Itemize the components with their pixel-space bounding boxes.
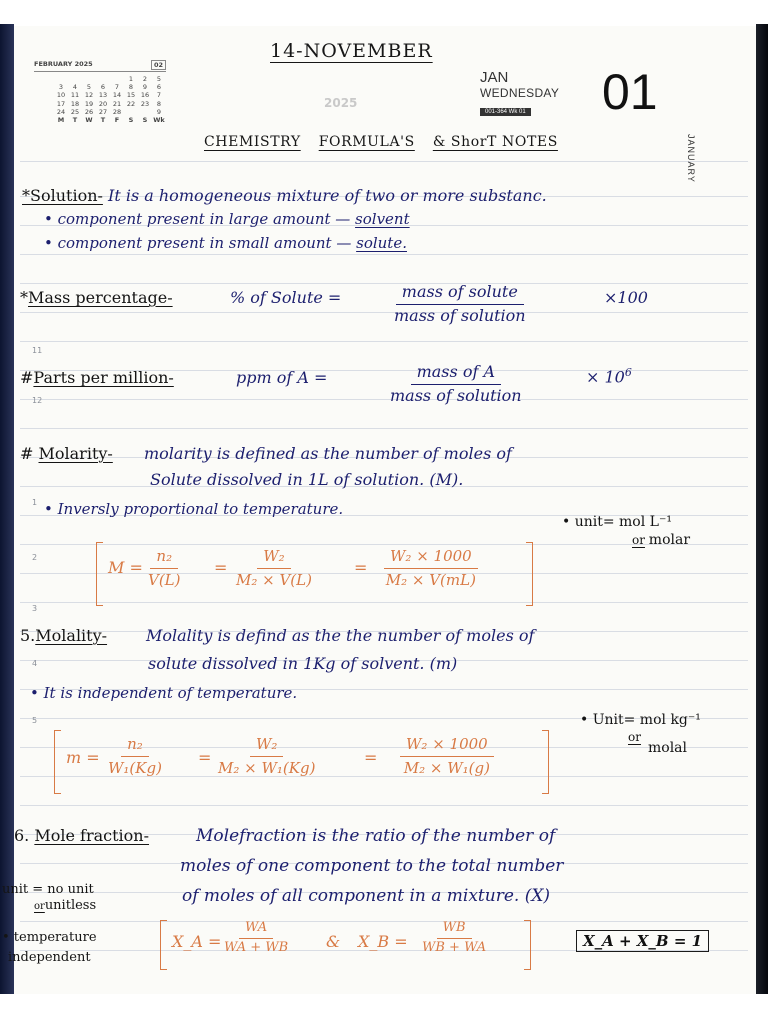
fraction-numerator: W₂ × 1000 [384,546,478,569]
solution-definition [22,186,547,205]
molality-formula-lhs: m = [66,748,100,767]
fraction-denominator: M₂ × V(mL) [385,571,476,589]
solute-term: solute. [356,234,407,252]
notes-heading [204,134,576,150]
molality-definition-line2: solute dissolved in 1Kg of solvent. (m) [148,654,458,673]
mass-percentage-fraction [394,282,526,326]
mole-fraction-label: Mole fraction- [34,826,150,845]
mole-fraction-heading: 6. Mole fraction- [14,826,150,845]
notebook-spine [0,24,14,994]
molality-unit-alt: molal [648,740,688,756]
ppm-multiplier: × $10^6$ [586,366,632,387]
xa-fraction [224,920,288,956]
line-number: 11 [32,346,43,355]
xa-lhs: X_A = [172,932,222,951]
mole-fraction-temperature: • temperature [2,930,97,945]
line-number: 12 [32,396,43,405]
mole-fraction-definition-line2: moles of one component to the total number [180,856,564,876]
molarity-fraction-1 [148,546,181,590]
line-number: 3 [32,604,38,613]
fraction-denominator: WB + WA [422,940,487,955]
mole-fraction-bracket-right [524,920,531,970]
molarity-temperature-note: • Inversly proportional to temperature. [44,500,344,518]
equals-sign: = [214,558,228,577]
molality-heading: 5.Molality- [20,626,108,645]
molality-temperature-note: • It is independent of temperature. [30,684,298,702]
mole-fraction-sum-box: X_A + X_B = 1 [576,930,709,952]
molarity-definition-line1: molarity is defined as the number of moles of [144,444,512,463]
molality-fraction-1 [108,734,162,778]
solution-label: *Solution- [22,186,103,205]
molarity-fraction-3 [384,546,478,590]
fraction-denominator: mass of solution [394,306,526,325]
line-number: 4 [32,659,38,668]
week-number: 8 [156,99,162,108]
fraction-numerator: WA [239,920,273,939]
ppm-label: Parts per million- [33,368,174,387]
fraction-denominator: M₂ × W₁(g) [403,759,490,777]
day-info: 001-364 Wk 01 [480,108,531,116]
mole-fraction-temperature-line2: independent [8,950,91,965]
fraction-numerator: W₂ [257,546,290,569]
fraction-denominator: V(L) [148,571,181,589]
molality-fraction-3 [400,734,494,778]
week-number: 7 [156,91,162,100]
fraction-numerator: n₂ [150,546,178,569]
mass-percentage-label: Mass percentage- [28,288,173,307]
molarity-unit: • unit= mol L⁻¹ [562,514,672,530]
fraction-denominator: M₂ × W₁(Kg) [218,759,316,777]
weekday-label: WEDNESDAY [480,86,560,100]
ppm-heading: #Parts per million- [20,368,174,387]
molarity-unit-or: or molar [632,532,691,548]
solution-text: It is a homogeneous mixture of two or more substanc. [108,186,547,205]
molarity-heading: # Molarity- [20,444,113,463]
molarity-formula-lhs: M = [108,558,143,577]
mole-fraction-unit: unit = no unit [2,882,94,897]
ppm-exponent: 6 [624,366,632,379]
molality-formula-bracket-left [54,730,61,794]
fraction-numerator: n₂ [121,734,149,757]
day-number: 01 [602,64,658,120]
ppm-fraction [390,362,522,406]
fraction-denominator: mass of solution [390,386,522,405]
mini-calendar: FEBRUARY 2025 02 1 2 5 3 4 5 6 7 8 9 6 10 11 12 13 14 15 16 7 17 18 19 20 21 22 23 8 24 25 26 27 28 9 M T W T F S S Wk [34,60,165,125]
heading-word: CHEMISTRY [204,134,301,150]
mini-calendar-title: FEBRUARY 2025 [34,60,93,68]
fraction-numerator: WB [437,920,472,939]
molarity-definition-line2: Solute dissolved in 1L of solution. (M). [150,470,464,489]
xb-lhs: X_B = [358,932,408,951]
mole-fraction-definition-line3: of moles of all component in a mixture. (X) [182,886,551,906]
heading-word: & ShorT NOTES [432,134,558,150]
molality-definition-line1: Molality is defind as the the number of moles of [146,626,535,645]
page-bottom-border [0,994,768,1024]
equals-sign: = [364,748,378,767]
mole-fraction-unit-alt: orunitless [34,898,97,913]
handwritten-date-title: 14-NOVEMBER [270,40,433,62]
line-number: 2 [32,553,38,562]
fraction-numerator: W₂ [250,734,283,757]
molarity-formula-bracket-left [96,542,103,606]
xb-fraction [422,920,486,956]
fraction-numerator: mass of solute [396,282,524,305]
date-block [480,70,570,118]
equals-sign: = [354,558,368,577]
heading-word: FORMULA'S [318,134,415,150]
side-month-label: JANUARY [686,134,696,183]
mass-percentage-lhs: % of Solute = [230,288,342,307]
molarity-formula-bracket-right [526,542,533,606]
molality-formula-bracket-right [542,730,549,794]
molarity-label: Molarity- [38,444,113,463]
line-number: 5 [32,716,38,725]
mass-percentage-heading: *Mass percentage- [20,288,173,307]
fraction-denominator: W₁(Kg) [108,759,162,777]
mass-percentage-multiplier: ×100 [604,288,648,307]
molality-unit: • Unit= mol kg⁻¹ [580,712,701,728]
ppm-lhs: ppm of A = [236,368,328,387]
printed-year: 2025 [324,96,358,110]
solvent-term: solvent [355,210,410,228]
solution-point-solvent: • component present in large amount — solvent [44,210,410,228]
notebook-edge [756,24,768,994]
fraction-denominator: M₂ × V(L) [236,571,312,589]
molality-label: Molality- [35,626,108,645]
molality-unit-or: or [628,730,641,744]
week-number: 6 [156,83,162,92]
molality-fraction-2 [218,734,315,778]
solution-point-solute: • component present in small amount — solute. [44,234,407,252]
week-number: 9 [156,107,162,116]
line-number: 1 [32,498,38,507]
week-number: 5 [156,75,162,83]
notebook-page [2,26,756,994]
molarity-fraction-2 [236,546,312,590]
fraction-numerator: W₂ × 1000 [400,734,494,757]
mole-fraction-bracket-left [160,920,167,970]
month-label: JAN [480,69,509,86]
and-sign: & [326,932,341,951]
equals-sign: = [198,748,212,767]
mole-fraction-definition-line1: Molefraction is the ratio of the number of [196,826,556,846]
fraction-denominator: WA + WB [224,940,289,955]
fraction-numerator: mass of A [411,362,501,385]
mini-calendar-badge: 02 [151,60,166,70]
